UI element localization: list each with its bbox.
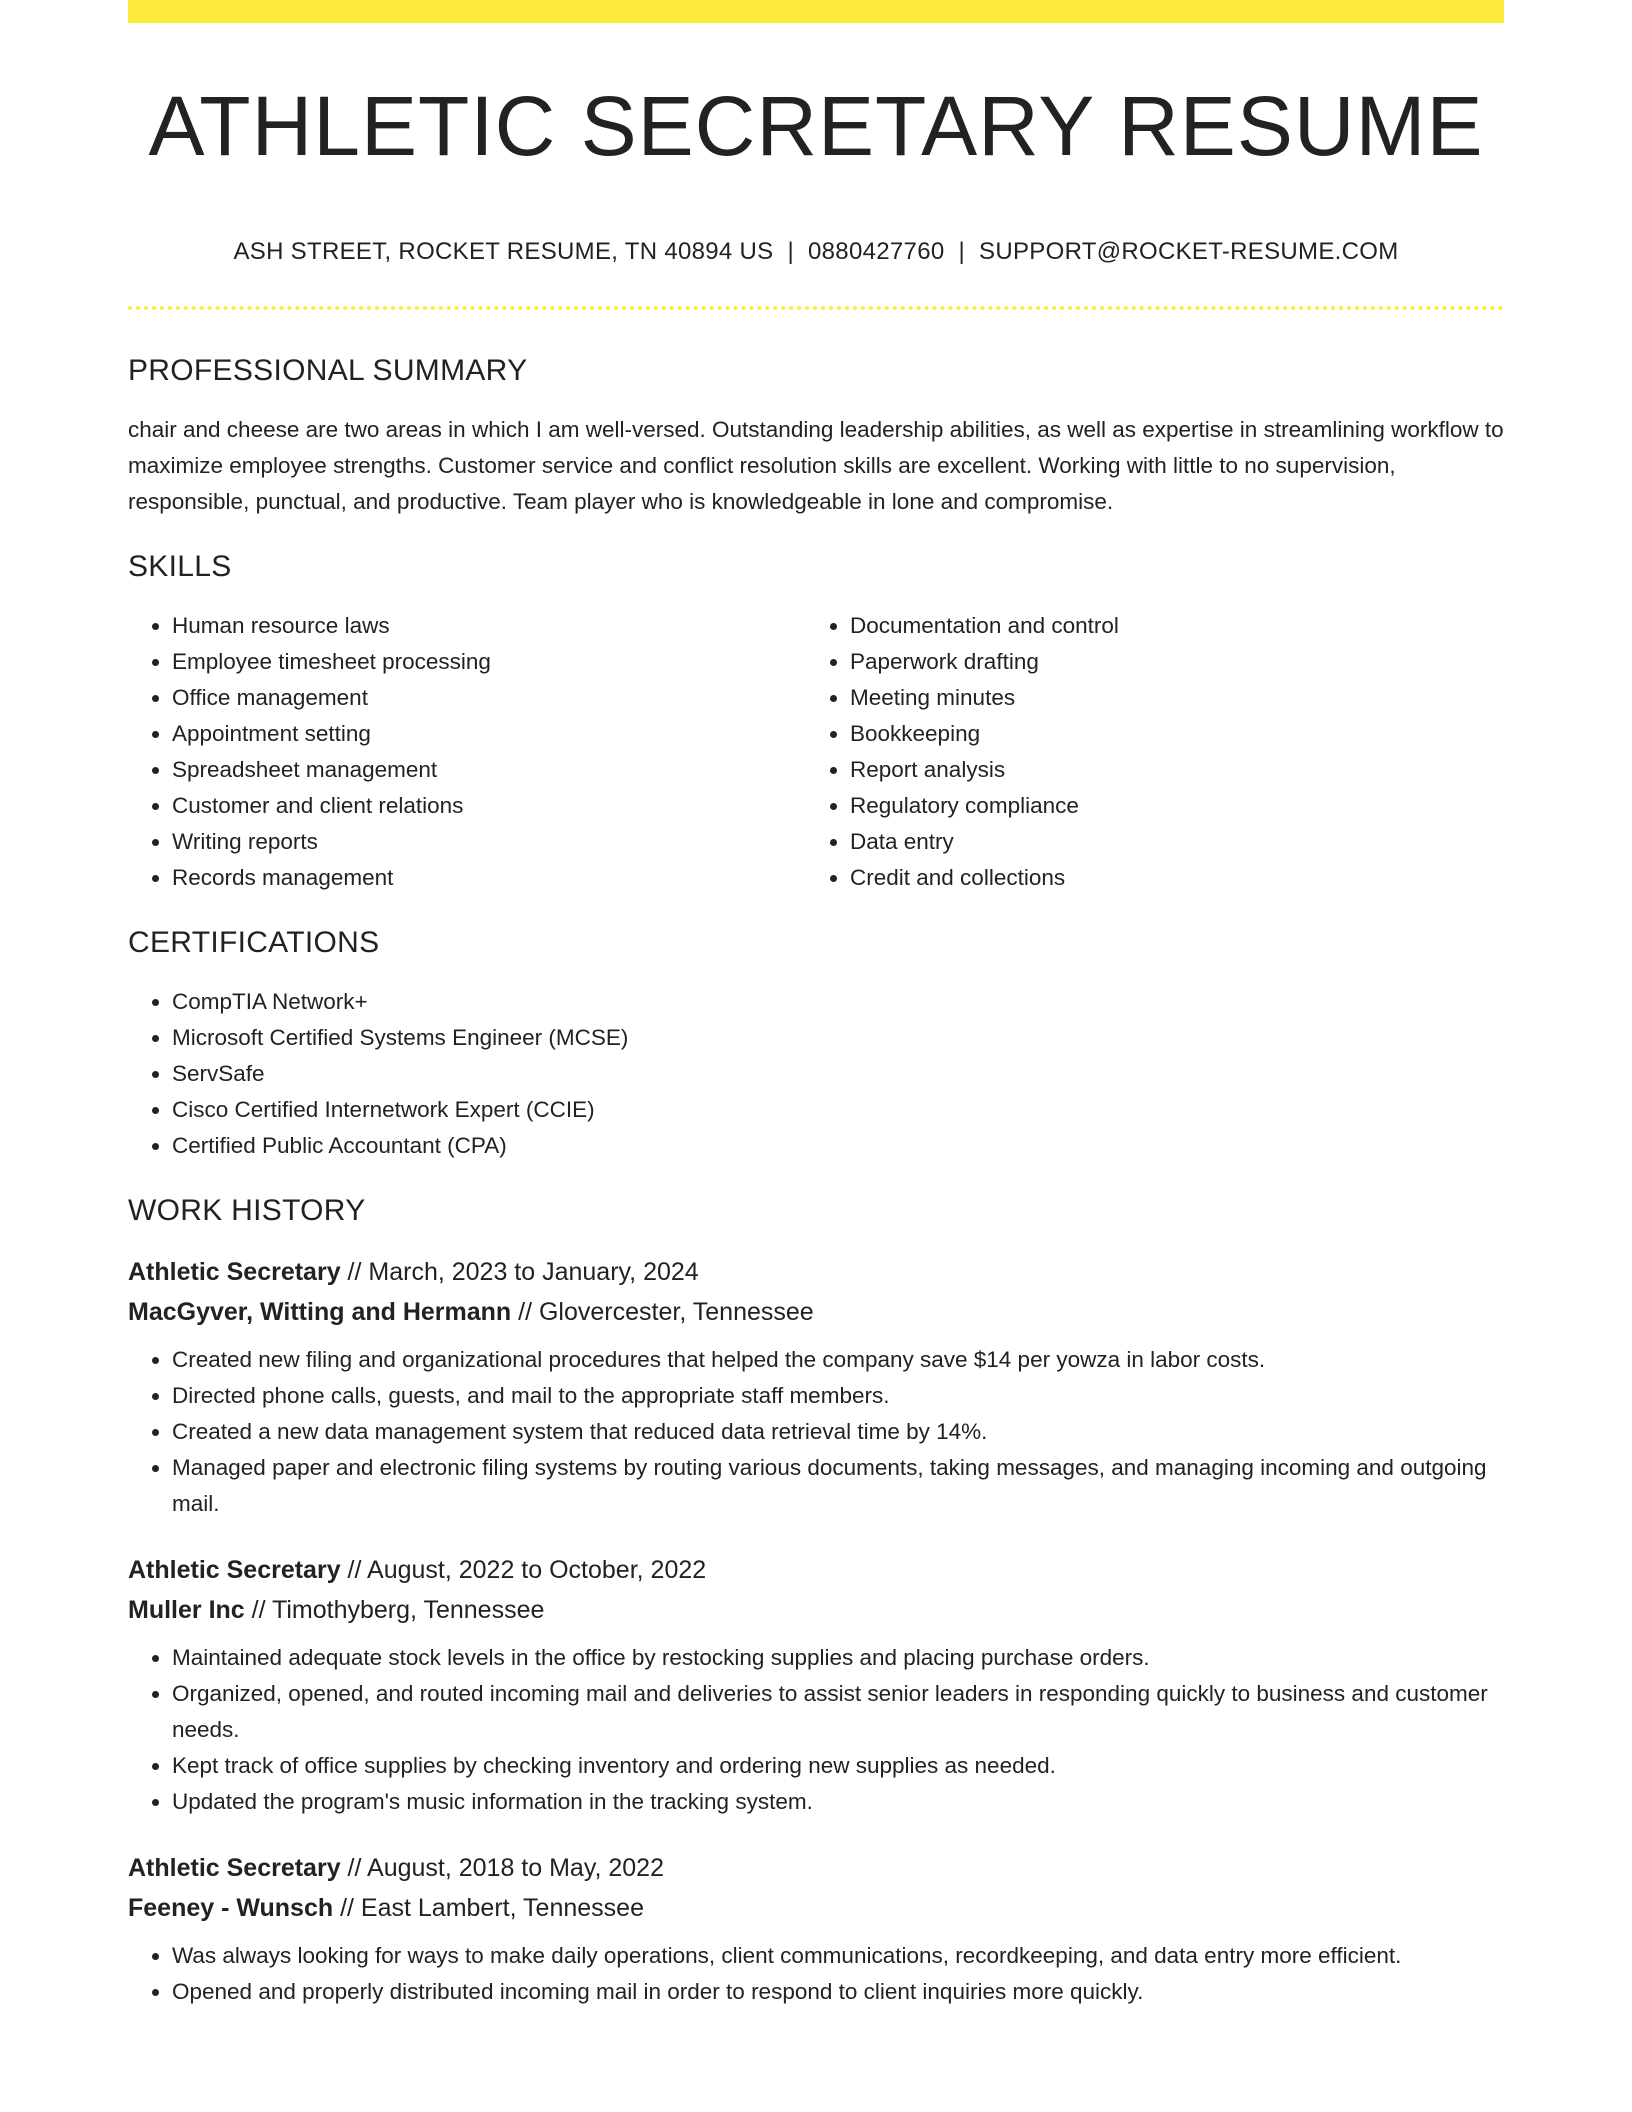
job-title: Athletic Secretary xyxy=(128,1258,341,1286)
job-entry xyxy=(128,1550,1504,1820)
work-history-section xyxy=(128,1194,1504,2010)
contact-separator: | xyxy=(787,238,795,265)
skill-item: • Writing reports xyxy=(172,824,806,860)
skill-item: • Office management xyxy=(172,680,806,716)
skill-item: • Credit and collections xyxy=(850,860,1484,896)
resume-body xyxy=(128,354,1504,2038)
section-heading: SKILLS xyxy=(128,550,232,583)
skill-item: • Appointment setting xyxy=(172,716,806,752)
skills-list-left xyxy=(128,608,806,896)
certification-item: • Certified Public Accountant (CPA) xyxy=(172,1128,1504,1164)
contact-address: ASH STREET, ROCKET RESUME, TN 40894 US xyxy=(233,238,774,265)
skills-list-right xyxy=(806,608,1484,896)
job-company: Feeney - Wunsch xyxy=(128,1894,334,1922)
skill-item: • Employee timesheet processing xyxy=(172,644,806,680)
accent-top-bar xyxy=(128,0,1504,23)
job-bullet: • Organized, opened, and routed incoming mail and deliveries to assist senior leaders in responding quickly to business and customer needs. xyxy=(172,1676,1504,1748)
contact-line xyxy=(128,238,1504,266)
summary-section xyxy=(128,354,1504,520)
certifications-section xyxy=(128,926,1504,1164)
summary-text: chair and cheese are two areas in which I am well-versed. Outstanding leadership abilities, as well as expertise in streamlining workflow to maximize employee strengths. Customer service and conflict resolution skills are excellent. Working with little to no supervision, responsible, punctual, and productive. Team player who is knowledgeable in lone and compromise. xyxy=(128,417,1504,514)
contact-separator: | xyxy=(958,238,966,265)
job-bullet: • Was always looking for ways to make daily operations, client communications, recordkeeping, and data entry more efficient. xyxy=(172,1938,1504,1974)
skill-item: • Customer and client relations xyxy=(172,788,806,824)
job-bullet: • Updated the program's music information in the tracking system. xyxy=(172,1784,1504,1820)
certification-item: • CompTIA Network+ xyxy=(172,984,1504,1020)
skill-item: • Paperwork drafting xyxy=(850,644,1484,680)
job-bullet: • Opened and properly distributed incoming mail in order to respond to client inquiries more quickly. xyxy=(172,1974,1504,2010)
skill-item: • Bookkeeping xyxy=(850,716,1484,752)
section-heading: CERTIFICATIONS xyxy=(128,926,380,959)
contact-phone: 0880427760 xyxy=(808,238,945,265)
job-dates: // August, 2018 to May, 2022 xyxy=(340,1854,664,1882)
skills-columns xyxy=(128,608,1504,896)
skill-item: • Regulatory compliance xyxy=(850,788,1484,824)
job-bullets xyxy=(128,1342,1504,1522)
resume-title: ATHLETIC SECRETARY RESUME xyxy=(148,79,1484,173)
job-bullets xyxy=(128,1640,1504,1820)
job-bullet: • Maintained adequate stock levels in the office by restocking supplies and placing purchase orders. xyxy=(172,1640,1504,1676)
job-bullets xyxy=(128,1938,1504,2010)
job-bullet: • Kept track of office supplies by checking inventory and ordering new supplies as needed. xyxy=(172,1748,1504,1784)
job-location: // Glovercester, Tennessee xyxy=(511,1298,814,1326)
certifications-list xyxy=(128,984,1504,1164)
job-company: MacGyver, Witting and Hermann xyxy=(128,1298,512,1326)
skills-section xyxy=(128,550,1504,896)
job-bullet: • Created a new data management system that reduced data retrieval time by 14%. xyxy=(172,1414,1504,1450)
skill-item: • Human resource laws xyxy=(172,608,806,644)
job-title: Athletic Secretary xyxy=(128,1556,341,1584)
certification-item: • Microsoft Certified Systems Engineer (MCSE) xyxy=(172,1020,1504,1056)
section-heading: PROFESSIONAL SUMMARY xyxy=(128,354,528,387)
job-company-line xyxy=(128,1888,1504,1928)
skill-item: • Data entry xyxy=(850,824,1484,860)
contact-email: SUPPORT@ROCKET-RESUME.COM xyxy=(979,238,1399,265)
skill-item: • Documentation and control xyxy=(850,608,1484,644)
job-entry xyxy=(128,1848,1504,2010)
dotted-divider xyxy=(128,306,1504,310)
job-company-line xyxy=(128,1292,1504,1332)
job-bullet: • Created new filing and organizational procedures that helped the company save $14 per yowza in labor costs. xyxy=(172,1342,1504,1378)
job-title-line xyxy=(128,1848,1504,1888)
skill-item: • Meeting minutes xyxy=(850,680,1484,716)
job-location: // East Lambert, Tennessee xyxy=(333,1894,644,1922)
skill-item: • Report analysis xyxy=(850,752,1484,788)
job-title: Athletic Secretary xyxy=(128,1854,341,1882)
skill-item: • Spreadsheet management xyxy=(172,752,806,788)
job-company-line xyxy=(128,1590,1504,1630)
job-dates: // August, 2022 to October, 2022 xyxy=(340,1556,707,1584)
section-heading: WORK HISTORY xyxy=(128,1194,366,1227)
job-title-line xyxy=(128,1550,1504,1590)
job-entry xyxy=(128,1252,1504,1522)
job-company: Muller Inc xyxy=(128,1596,245,1624)
job-location: // Timothyberg, Tennessee xyxy=(244,1596,545,1624)
job-dates: // March, 2023 to January, 2024 xyxy=(340,1258,699,1286)
job-title-line xyxy=(128,1252,1504,1292)
job-bullet: • Managed paper and electronic filing systems by routing various documents, taking messages, and managing incoming and outgoing mail. xyxy=(172,1450,1504,1522)
job-bullet: • Directed phone calls, guests, and mail to the appropriate staff members. xyxy=(172,1378,1504,1414)
certification-item: • ServSafe xyxy=(172,1056,1504,1092)
certification-item: • Cisco Certified Internetwork Expert (CCIE) xyxy=(172,1092,1504,1128)
skill-item: • Records management xyxy=(172,860,806,896)
